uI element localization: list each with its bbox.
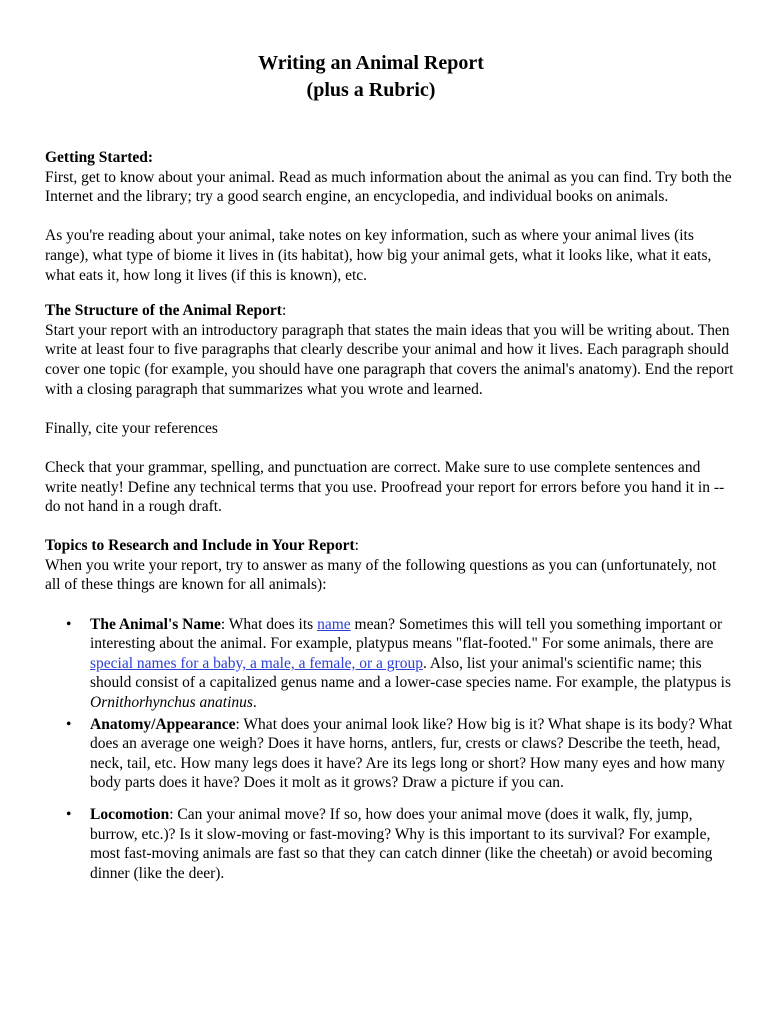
- bullet-icon: •: [66, 715, 72, 733]
- special-names-link[interactable]: special names for a baby, a male, a female, or a group: [90, 654, 423, 672]
- topics-section: [45, 536, 735, 883]
- structure-heading: The Structure of the Animal Report: [45, 302, 282, 320]
- document-page: [45, 50, 735, 885]
- bullet-icon: •: [66, 615, 72, 633]
- structure-heading-line: [45, 301, 735, 321]
- topic-text: .: [252, 694, 257, 712]
- topics-heading-line: [45, 536, 735, 556]
- document-title: Writing an Animal Report: [258, 52, 484, 74]
- getting-started-heading: Getting Started:: [45, 149, 154, 166]
- getting-started-section: [45, 148, 735, 285]
- topic-label: Anatomy/Appearance: [90, 715, 236, 733]
- topics-heading: Topics to Research and Include in Your Report: [45, 537, 355, 555]
- structure-section: [45, 301, 735, 517]
- topic-text: . Also, list your animal's scientific name; this should consist of a capitalized genus name and a lower-case species name. For example, the platypus is: [90, 654, 732, 692]
- topics-intro: When you write your report, try to answer as many of the following questions as you can (unfortunately, not all of these things are known for all animals):: [45, 556, 717, 594]
- getting-started-paragraph-2: As you're reading about your animal, take notes on key information, such as where your animal lives (its range), what type of biome it lives in (its habitat), how big your animal gets, what it looks like, what it eats, what eats it, how long it lives (if this is known), etc.: [45, 227, 712, 284]
- title-block: [45, 50, 697, 104]
- structure-paragraph-3: Check that your grammar, spelling, and punctuation are correct. Make sure to use complete sentences and write neatly! Define any technical terms that you use. Proofread your report for errors before you hand it in -- do not hand in a rough draft.: [45, 458, 725, 516]
- bullet-icon: •: [66, 806, 72, 823]
- structure-heading-colon: :: [281, 302, 287, 320]
- name-link[interactable]: name: [317, 615, 351, 633]
- list-item: [66, 805, 735, 883]
- topics-heading-colon: :: [354, 537, 359, 555]
- list-item: [66, 715, 735, 793]
- topic-label: The Animal's Name: [90, 615, 221, 633]
- structure-paragraph-2: Finally, cite your references: [45, 419, 218, 437]
- topics-list: [45, 615, 735, 884]
- scientific-name: Ornithorhynchus anatinus: [90, 694, 253, 712]
- topic-text: mean? Sometimes this will tell you something important or interesting about the animal. For example, platypus means "flat-footed." For some animals, there are: [90, 615, 723, 653]
- structure-paragraph-1: Start your report with an introductory paragraph that states the main ideas that you will be writing about. Then write at least four to five paragraphs that clearly describe your animal and how it lives. Each paragraph should cover one topic (for example, you should have one paragraph that covers the animal's anatomy). End the report with a closing paragraph that summarizes what you wrote and learned.: [45, 321, 734, 398]
- topic-text: : Can your animal move? If so, how does your animal move (does it walk, fly, jump, burrow, etc.)? Is it slow-moving or fast-moving? Why is this important to its survival? For example, most fast-moving animals are fast so that they can catch dinner (like the cheetah) or avoid becoming dinner (like the deer).: [90, 806, 713, 882]
- topic-text: : What does your animal look like? How big is it? What shape is its body? What does an average one weigh? Does it have horns, antlers, fur, crests or claws? Describe the teeth, head, neck, tail, etc. How many legs does it have? Are its legs long or short? How many eyes and how many body parts does it have? Does it molt as it grows? Draw a picture if you can.: [90, 715, 733, 792]
- document-subtitle: (plus a Rubric): [306, 79, 436, 101]
- topic-text: : What does its: [220, 615, 318, 633]
- topic-label: Locomotion: [90, 806, 170, 823]
- list-item: [66, 615, 735, 713]
- getting-started-paragraph-1: First, get to know about your animal. Read as much information about the animal as you can find. Try both the Internet and the library; try a good search engine, an encyclopedia, and individual books on animals.: [45, 168, 732, 206]
